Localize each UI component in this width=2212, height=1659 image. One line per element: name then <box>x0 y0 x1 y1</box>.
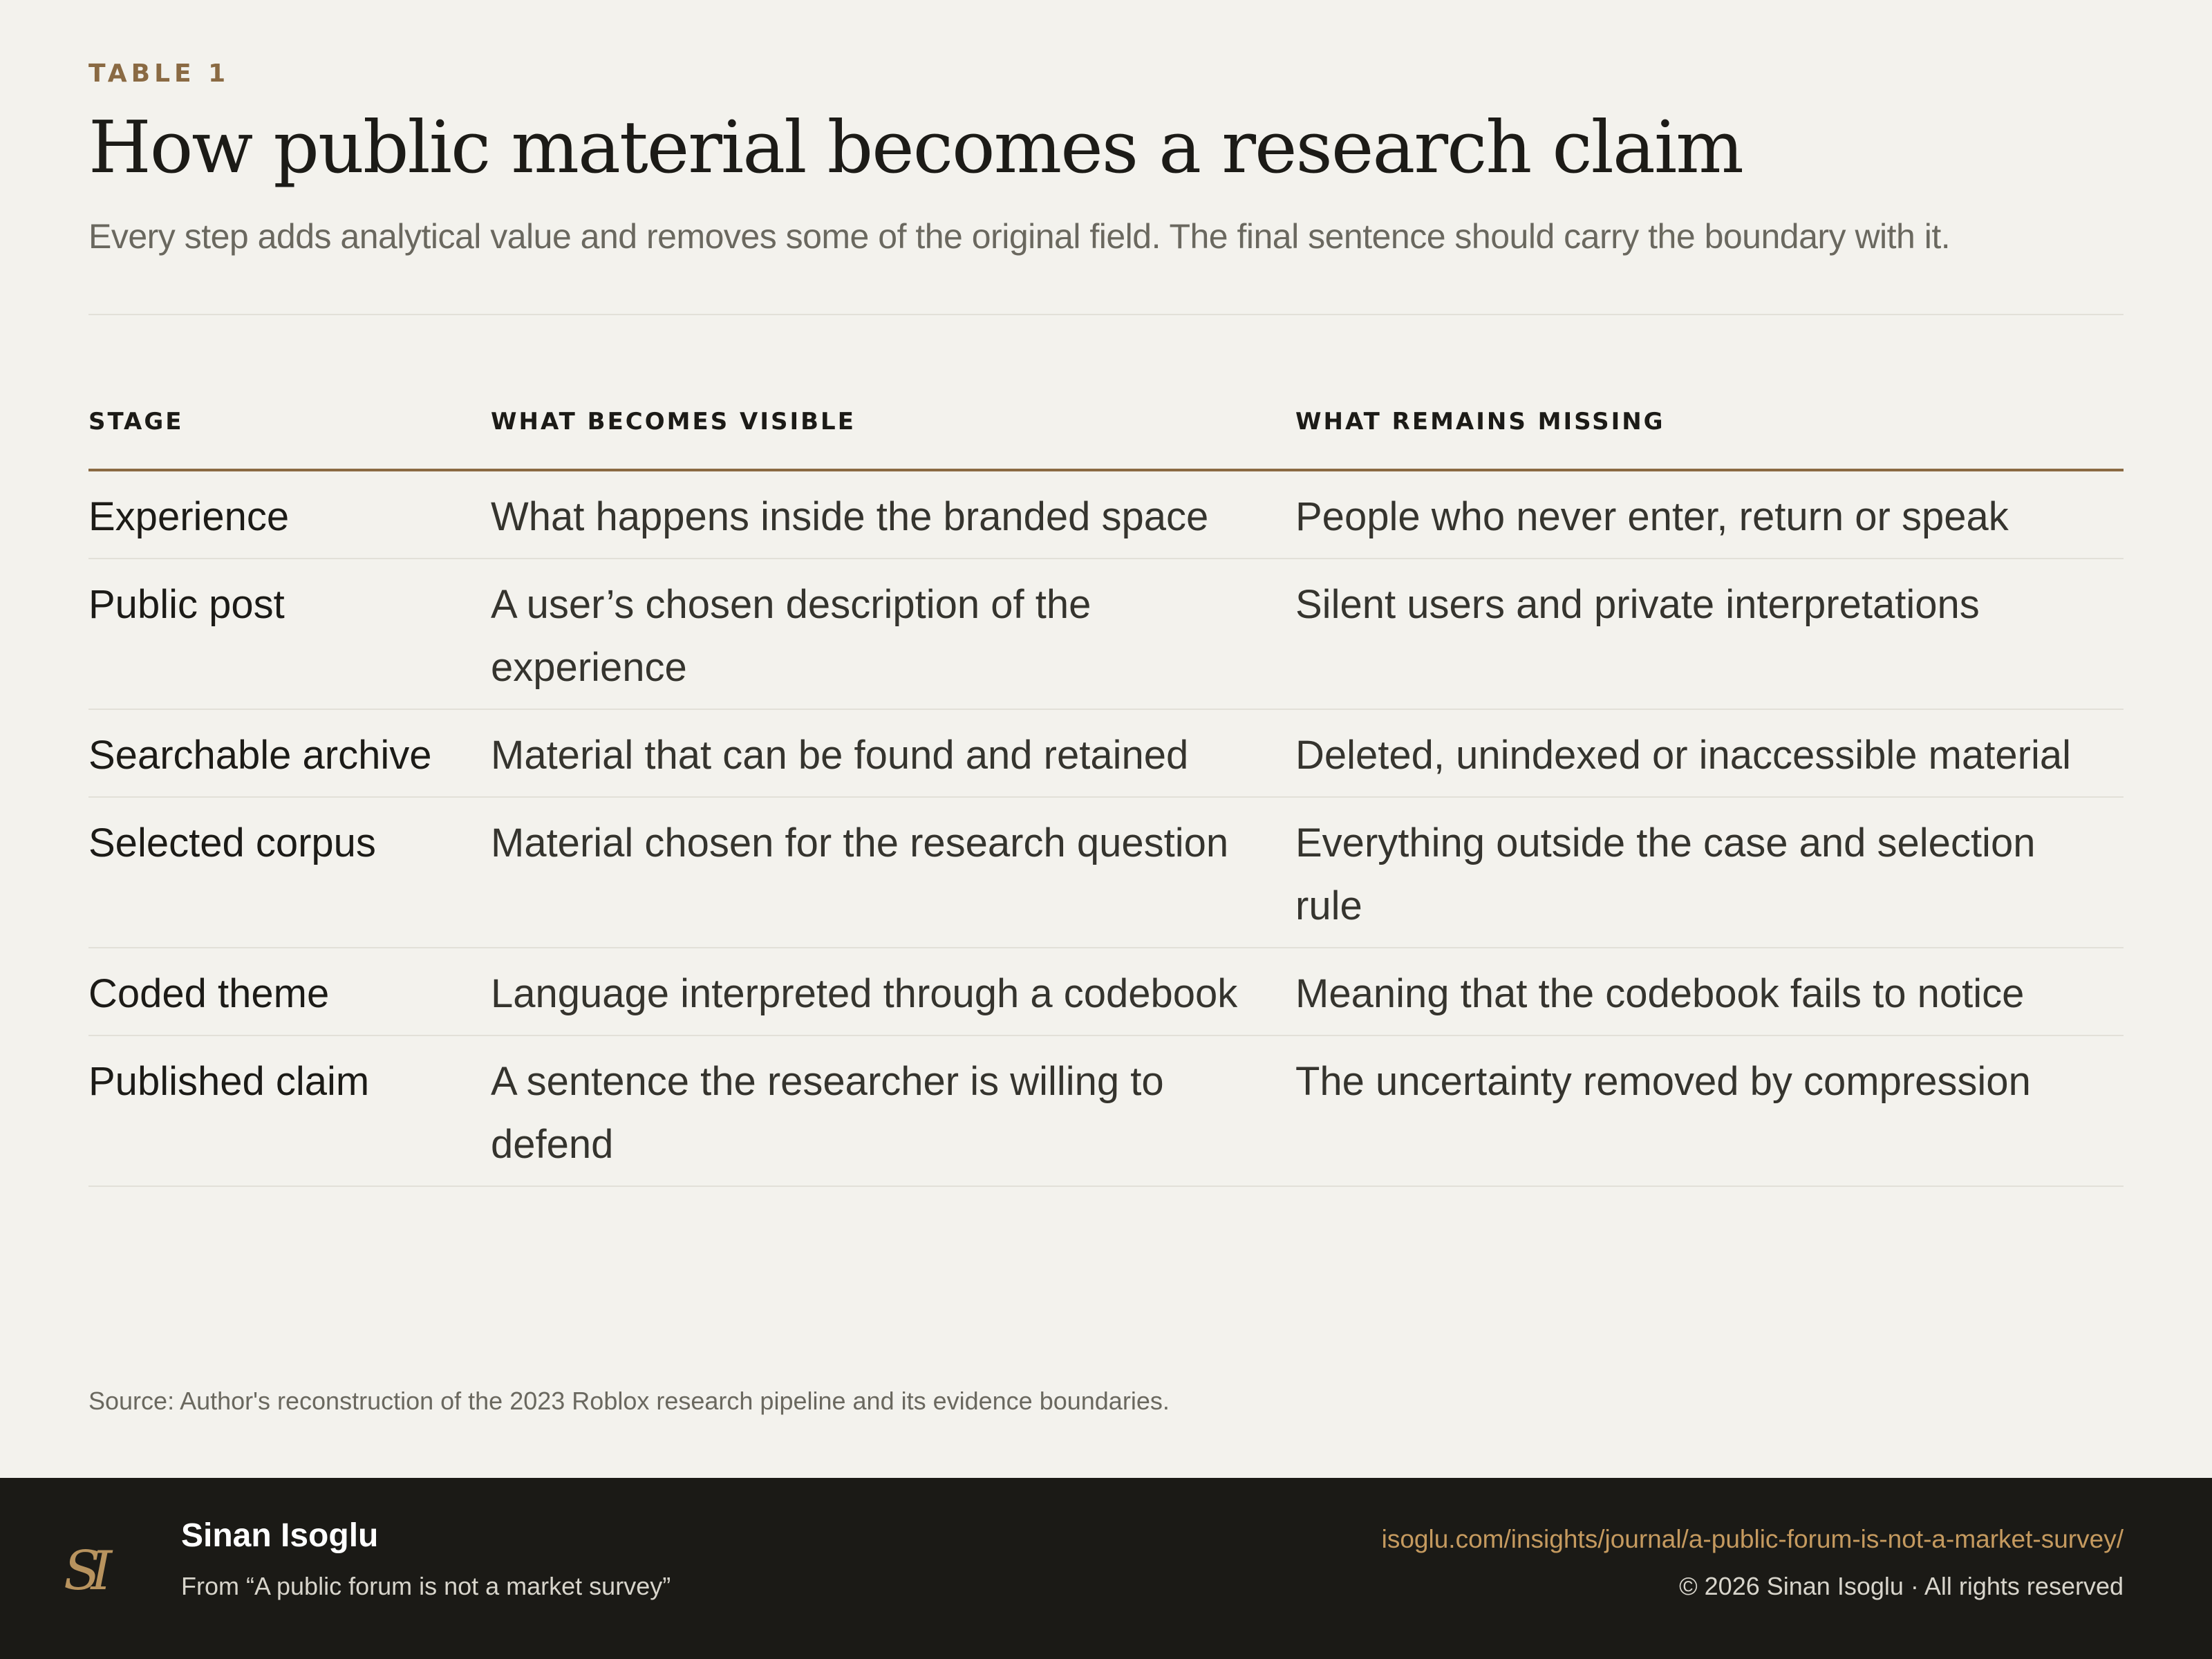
page-subtitle: Every step adds analytical value and removes some of the original field. The final sentence should carry the boundary with it. <box>88 217 1951 256</box>
copyright-notice: © 2026 Sinan Isoglu · All rights reserved <box>1679 1572 2124 1600</box>
source-note: Source: Author's reconstruction of the 2023 Roblox research pipeline and its evidence boundaries. <box>88 1387 1170 1415</box>
article-reference: From “A public forum is not a market survey” <box>181 1572 671 1600</box>
author-name: Sinan Isoglu <box>181 1517 379 1554</box>
table-row <box>88 559 2124 709</box>
table-row <box>88 1035 2124 1186</box>
stage-cell: Published claim <box>88 1035 491 1186</box>
stage-cell: Experience <box>88 470 491 559</box>
visible-cell: A sentence the researcher is willing to defend <box>491 1035 1295 1186</box>
table-row <box>88 470 2124 559</box>
missing-cell: Deleted, unindexed or inaccessible material <box>1295 709 2124 797</box>
header-divider <box>88 314 2124 315</box>
missing-cell: Meaning that the codebook fails to notice <box>1295 948 2124 1035</box>
stage-cell: Coded theme <box>88 948 491 1035</box>
stage-cell: Selected corpus <box>88 797 491 948</box>
visible-cell: Language interpreted through a codebook <box>491 948 1295 1035</box>
visible-cell: What happens inside the branded space <box>491 470 1295 559</box>
column-header-stage: STAGE <box>88 387 491 470</box>
stage-cell: Public post <box>88 559 491 709</box>
table-row <box>88 797 2124 948</box>
stage-cell: Searchable archive <box>88 709 491 797</box>
missing-cell: Silent users and private interpretations <box>1295 559 2124 709</box>
footer <box>0 1478 2212 1659</box>
column-header-visible: WHAT BECOMES VISIBLE <box>491 387 1295 470</box>
visible-cell: Material that can be found and retained <box>491 709 1295 797</box>
table-label: TABLE 1 <box>88 59 230 88</box>
visible-cell: Material chosen for the research question <box>491 797 1295 948</box>
missing-cell: Everything outside the case and selection rule <box>1295 797 2124 948</box>
article-link[interactable]: isoglu.com/insights/journal/a-public-forum-is-not-a-market-survey/ <box>1381 1525 2124 1553</box>
table-row <box>88 709 2124 797</box>
table-row <box>88 948 2124 1035</box>
visible-cell: A user’s chosen description of the experience <box>491 559 1295 709</box>
research-table <box>88 387 2124 1187</box>
missing-cell: The uncertainty removed by compression <box>1295 1035 2124 1186</box>
monogram-logo: SI <box>64 1540 103 1602</box>
page-title: How public material becomes a research claim <box>88 105 1743 189</box>
missing-cell: People who never enter, return or speak <box>1295 470 2124 559</box>
column-header-missing: WHAT REMAINS MISSING <box>1295 387 2124 470</box>
table-header-row <box>88 387 2124 470</box>
